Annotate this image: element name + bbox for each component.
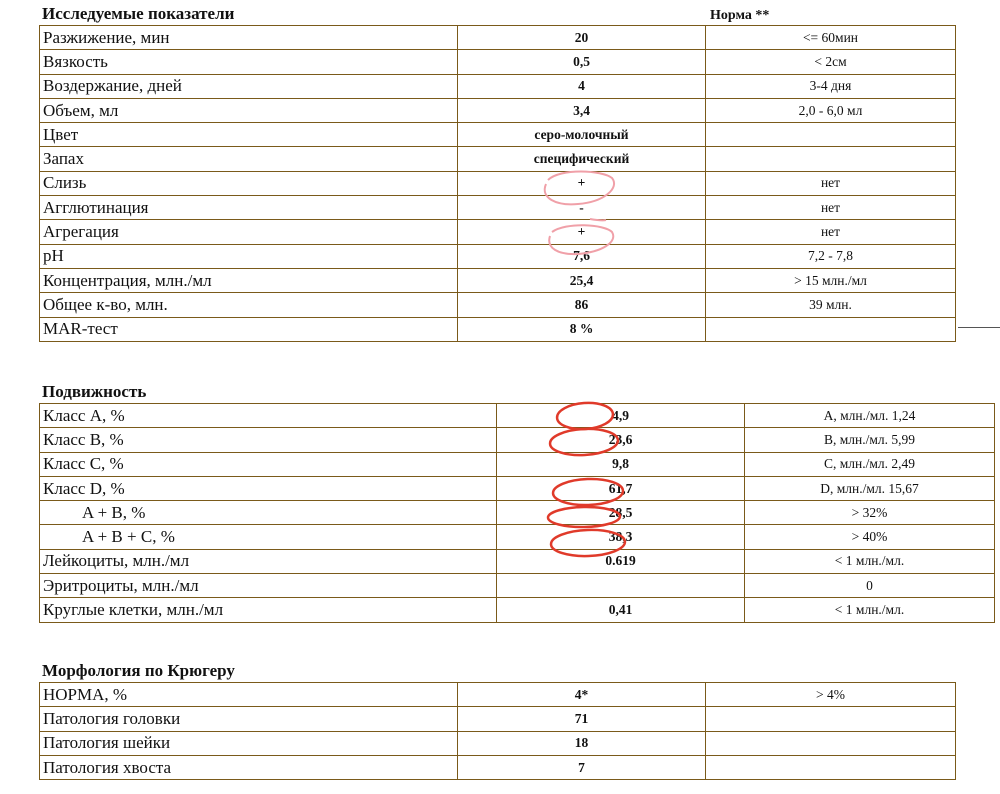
row-norm <box>706 707 956 731</box>
table-row <box>40 404 995 428</box>
table-row <box>40 268 956 292</box>
indicators-table <box>39 25 956 342</box>
row-norm: > 4% <box>706 683 956 707</box>
row-value: 8 % <box>458 317 706 341</box>
row-label: Круглые клетки, млн./мл <box>40 598 497 622</box>
table-row <box>40 147 956 171</box>
table-row <box>40 707 956 731</box>
row-label: Вязкость <box>40 50 458 74</box>
table-row <box>40 26 956 50</box>
row-norm: D, млн./мл. 15,67 <box>745 476 995 500</box>
row-norm: < 1 млн./мл. <box>745 549 995 573</box>
row-norm: нет <box>706 171 956 195</box>
row-label: Общее к-во, млн. <box>40 293 458 317</box>
row-norm: 39 млн. <box>706 293 956 317</box>
row-value: 7,6 <box>458 244 706 268</box>
row-label: Агглютинация <box>40 196 458 220</box>
row-label: Запах <box>40 147 458 171</box>
motility-table <box>39 403 995 623</box>
row-norm: 0 <box>745 574 995 598</box>
row-label: Лейкоциты, млн./мл <box>40 549 497 573</box>
row-norm <box>706 317 956 341</box>
table-row <box>40 220 956 244</box>
row-norm: > 15 млн./мл <box>706 268 956 292</box>
table-row <box>40 476 995 500</box>
section-title-indicators: Исследуемые показатели <box>42 4 235 23</box>
row-value: специфический <box>458 147 706 171</box>
row-label: pH <box>40 244 458 268</box>
table-row <box>40 317 956 341</box>
row-value: 4,9 <box>497 404 745 428</box>
row-norm: 3-4 дня <box>706 74 956 98</box>
row-label: Воздержание, дней <box>40 74 458 98</box>
row-value: 71 <box>458 707 706 731</box>
table-row <box>40 428 995 452</box>
row-value: + <box>458 171 706 195</box>
table-row <box>40 731 956 755</box>
table-row <box>40 598 995 622</box>
row-value: 25,4 <box>458 268 706 292</box>
row-norm: < 1 млн./мл. <box>745 598 995 622</box>
table-row <box>40 501 995 525</box>
row-value: 4* <box>458 683 706 707</box>
row-label: Агрегация <box>40 220 458 244</box>
table-row <box>40 196 956 220</box>
table-row <box>40 98 956 122</box>
row-value: 38,3 <box>497 525 745 549</box>
row-value: 0.619 <box>497 549 745 573</box>
row-norm: нет <box>706 196 956 220</box>
row-value: 18 <box>458 731 706 755</box>
row-label: НОРМА, % <box>40 683 458 707</box>
row-value: 23,6 <box>497 428 745 452</box>
row-norm: > 40% <box>745 525 995 549</box>
row-label: Класс D, % <box>40 476 497 500</box>
row-label: Класс В, % <box>40 428 497 452</box>
row-value: 20 <box>458 26 706 50</box>
table-row <box>40 293 956 317</box>
row-label: Объем, мл <box>40 98 458 122</box>
row-value: серо-молочный <box>458 123 706 147</box>
row-label: Патология шейки <box>40 731 458 755</box>
section-title-kruger-morphology: Морфология по Крюгеру <box>42 661 235 680</box>
row-norm: 7,2 - 7,8 <box>706 244 956 268</box>
table-row <box>40 171 956 195</box>
row-value: 86 <box>458 293 706 317</box>
row-label: A + B, % <box>40 501 497 525</box>
row-value: 0,5 <box>458 50 706 74</box>
row-norm: > 32% <box>745 501 995 525</box>
table-row <box>40 755 956 779</box>
table-row <box>40 452 995 476</box>
row-norm: < 2см <box>706 50 956 74</box>
stray-rule-line <box>958 327 1000 328</box>
row-value: 7 <box>458 755 706 779</box>
table-row <box>40 244 956 268</box>
row-label: Патология головки <box>40 707 458 731</box>
section-title-motility: Подвижность <box>42 382 147 401</box>
row-norm: 2,0 - 6,0 мл <box>706 98 956 122</box>
row-norm: <= 60мин <box>706 26 956 50</box>
row-value: 61,7 <box>497 476 745 500</box>
row-value: 3,4 <box>458 98 706 122</box>
row-norm <box>706 731 956 755</box>
table-row <box>40 50 956 74</box>
row-value: 0,41 <box>497 598 745 622</box>
table-row <box>40 549 995 573</box>
row-label: Класс С, % <box>40 452 497 476</box>
row-label: Цвет <box>40 123 458 147</box>
table-row <box>40 683 956 707</box>
row-value <box>497 574 745 598</box>
row-label: Патология хвоста <box>40 755 458 779</box>
row-norm: нет <box>706 220 956 244</box>
row-value: 4 <box>458 74 706 98</box>
row-norm: C, млн./мл. 2,49 <box>745 452 995 476</box>
row-value: 28,5 <box>497 501 745 525</box>
row-label: Эритроциты, млн./мл <box>40 574 497 598</box>
row-value: + <box>458 220 706 244</box>
row-norm: B, млн./мл. 5,99 <box>745 428 995 452</box>
row-value: - <box>458 196 706 220</box>
table-row <box>40 525 995 549</box>
row-norm: A, млн./мл. 1,24 <box>745 404 995 428</box>
norm-column-header: Норма ** <box>710 8 770 23</box>
row-norm <box>706 123 956 147</box>
row-norm <box>706 147 956 171</box>
row-label: MAR-тест <box>40 317 458 341</box>
table-row <box>40 123 956 147</box>
row-norm <box>706 755 956 779</box>
row-value: 9,8 <box>497 452 745 476</box>
table-row <box>40 574 995 598</box>
morphology-table <box>39 682 956 780</box>
row-label: Класс А, % <box>40 404 497 428</box>
row-label: A + B + C, % <box>40 525 497 549</box>
row-label: Слизь <box>40 171 458 195</box>
row-label: Концентрация, млн./мл <box>40 268 458 292</box>
table-row <box>40 74 956 98</box>
row-label: Разжижение, мин <box>40 26 458 50</box>
